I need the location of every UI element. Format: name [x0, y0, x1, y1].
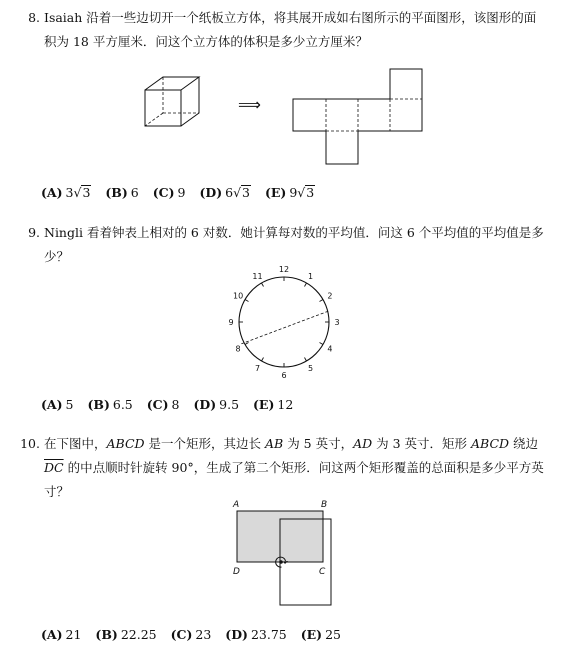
clock-numeral: 3 [334, 318, 340, 327]
vertex-label-b: B [321, 500, 328, 510]
midpoint-dot [279, 560, 283, 564]
question-number: 10. [20, 436, 40, 451]
clock-numeral: 8 [235, 344, 241, 354]
question-text-line: $\overline{DC}$ 的中点顺时针旋转 90°，生成了第二个矩形．问这两个矩形覆盖的总面积是多少平方英 [44, 460, 544, 475]
clock-numeral: 1 [307, 272, 314, 282]
choice-e[interactable]: (E) 25 [300, 627, 341, 642]
vertex-label-a: A [233, 500, 240, 510]
clock-tick [262, 283, 264, 286]
choice-c[interactable]: (C) 23 [170, 627, 212, 642]
question-text [44, 6, 544, 54]
clock-tick [305, 358, 307, 361]
clock-numeral: 9 [228, 318, 234, 327]
clock-numeral: 6 [281, 371, 287, 378]
clock-tick [320, 300, 323, 302]
choice-d[interactable]: (D) 6√3 [199, 185, 250, 200]
clock-numeral: 12 [278, 266, 290, 274]
clock-tick [245, 343, 248, 345]
choice-d[interactable]: (D) 9.5 [193, 397, 240, 412]
clock-numeral: 4 [327, 344, 333, 354]
implies-arrow: ⟹ [238, 95, 261, 114]
answer-choices [41, 397, 303, 412]
choice-c[interactable]: (C) 8 [146, 397, 180, 412]
question-text-line: 在下图中，ABCD 是一个矩形，其边长 AB 为 5 英寸，AD 为 3 英寸．矩形 ABCD 绕边 [44, 436, 539, 451]
clock-tick [305, 283, 307, 286]
clock-tick [245, 300, 248, 302]
diagonal-dashed-line [241, 311, 328, 344]
cube-net-figure [292, 68, 424, 166]
choice-a[interactable]: (A) 21 [41, 627, 82, 642]
question-number: 8. [28, 10, 40, 25]
choice-c[interactable]: (C) 9 [152, 185, 186, 200]
question-text-line: 积为 18 平方厘米．问这个立方体的体积是多少立方厘米？ [44, 34, 368, 49]
vertex-label-c: C [319, 567, 326, 577]
answer-choices [41, 185, 325, 200]
clock-tick [262, 358, 264, 361]
choice-b[interactable]: (B) 6 [105, 185, 139, 200]
question-text-line: Isaiah 沿着一些边切开一个纸板立方体，将其展开成如右图所示的平面图形，该图形的面 [44, 10, 537, 25]
rotated-rectangles-figure [226, 492, 340, 608]
choice-a[interactable]: (A) 5 [41, 397, 74, 412]
choice-d[interactable]: (D) 23.75 [225, 627, 287, 642]
clock-numeral: 10 [233, 291, 244, 301]
vertex-label-d: D [233, 567, 240, 577]
clock-figure [224, 266, 344, 378]
choice-e[interactable]: (E) 9√3 [264, 185, 315, 200]
answer-choices [41, 627, 351, 642]
cube-figure [140, 72, 210, 132]
clock-numeral: 2 [327, 291, 333, 301]
question-text-line: Ningli 看着钟表上相对的 6 对数．她计算每对数的平均值．问这 6 个平均值的平均值是多 [44, 225, 544, 240]
choice-a[interactable]: (A) 3√3 [41, 185, 91, 200]
clock-numeral: 11 [252, 272, 263, 282]
clock-tick [320, 343, 323, 345]
clock-numeral: 5 [307, 363, 314, 373]
choice-b[interactable]: (B) 6.5 [87, 397, 133, 412]
question-text-line: 少？ [44, 249, 70, 264]
question-text [44, 221, 544, 269]
question-text-line: 寸？ [44, 484, 70, 499]
question-number: 9. [28, 225, 40, 240]
clock-face [239, 277, 329, 367]
clock-numeral: 7 [254, 363, 261, 373]
choice-b[interactable]: (B) 22.25 [95, 627, 157, 642]
choice-e[interactable]: (E) 12 [253, 397, 294, 412]
